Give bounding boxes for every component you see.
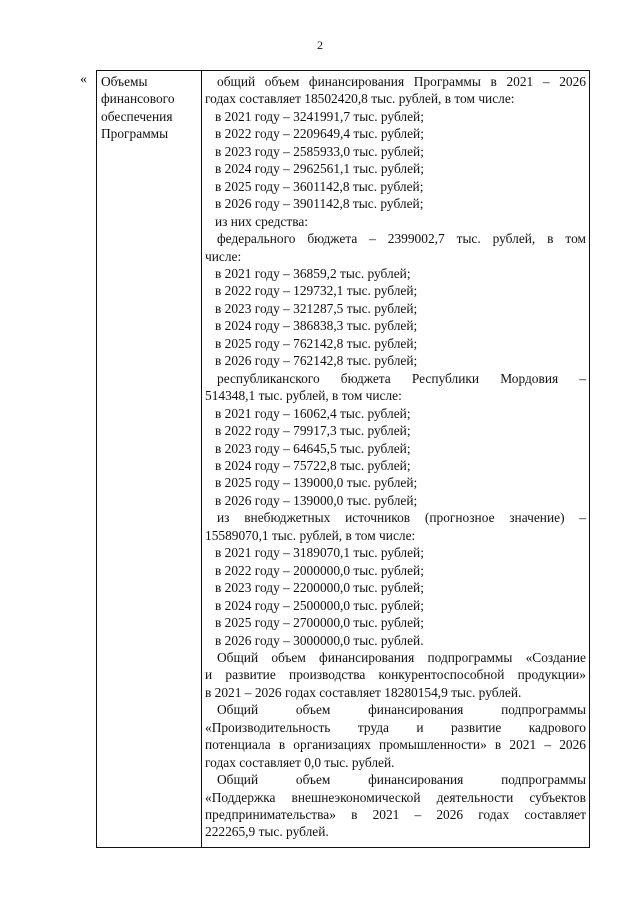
- funding-text-line: в 2021 году – 36859,2 тыс. рублей;: [215, 265, 411, 281]
- funding-text-line: предпринимательства» в 2021 – 2026 годах составляет: [205, 807, 586, 823]
- funding-text-line: в 2021 году – 16062,4 тыс. рублей;: [215, 405, 411, 421]
- funding-text-line: федерального бюджета – 2399002,7 тыс. рублей, в том: [217, 231, 586, 247]
- funding-text-line: в 2025 году – 2700000,0 тыс. рублей;: [215, 615, 424, 631]
- funding-text-line: в 2025 году – 3601142,8 тыс. рублей;: [215, 178, 424, 194]
- funding-text-line: в 2026 году – 3901142,8 тыс. рублей;: [215, 196, 424, 212]
- funding-text-line: Общий объем финансирования подпрограммы «Создание: [217, 649, 586, 665]
- funding-text-line: числе:: [205, 248, 242, 264]
- funding-text-line: в 2022 году – 2000000,0 тыс. рублей;: [215, 562, 424, 578]
- funding-text-line: в 2021 году – 3241991,7 тыс. рублей;: [215, 108, 424, 124]
- table-row: [97, 71, 590, 848]
- funding-text-line: в 2024 году – 2962561,1 тыс. рублей;: [215, 161, 424, 177]
- funding-text-line: «Производительность труда и развитие кадрового: [205, 719, 586, 735]
- program-funding-table: [96, 70, 590, 848]
- funding-text-line: республиканского бюджета Республики Мордовия –: [217, 370, 586, 386]
- funding-text-line: потенциала в организациях промышленности» в 2021 – 2026: [205, 737, 586, 753]
- funding-text-line: 514348,1 тыс. рублей, в том числе:: [205, 388, 402, 404]
- funding-text-line: в 2025 году – 762142,8 тыс. рублей;: [215, 335, 418, 351]
- funding-text-line: Общий объем финансирования подпрограммы: [217, 772, 586, 788]
- funding-text-line: из них средства:: [215, 213, 309, 229]
- row-label-line: Программы: [101, 126, 169, 142]
- funding-text-line: в 2025 году – 139000,0 тыс. рублей;: [215, 475, 418, 491]
- funding-text-line: в 2021 году – 3189070,1 тыс. рублей;: [215, 545, 424, 561]
- funding-text-line: в 2023 году – 321287,5 тыс. рублей;: [215, 300, 418, 316]
- funding-text-line: в 2026 году – 762142,8 тыс. рублей;: [215, 353, 418, 369]
- funding-text-line: в 2023 году – 2585933,0 тыс. рублей;: [215, 143, 424, 159]
- row-label-line: финансового: [101, 91, 175, 107]
- funding-text-line: Общий объем финансирования подпрограммы: [217, 702, 586, 718]
- page-number: 2: [317, 38, 323, 52]
- funding-text-line: в 2022 году – 79917,3 тыс. рублей;: [215, 423, 411, 439]
- funding-text-line: в 2024 году – 386838,3 тыс. рублей;: [215, 318, 418, 334]
- funding-text-line: в 2021 – 2026 годах составляет 18280154,9 тыс. рублей.: [205, 684, 522, 700]
- opening-quote-mark: «: [80, 72, 87, 87]
- row-label-cell: [97, 71, 202, 848]
- funding-text-line: в 2023 году – 64645,5 тыс. рублей;: [215, 440, 411, 456]
- funding-text-line: 15589070,1 тыс. рублей, в том числе:: [205, 527, 416, 543]
- funding-text-line: в 2024 году – 2500000,0 тыс. рублей;: [215, 597, 424, 613]
- funding-text-line: 222265,9 тыс. рублей.: [205, 824, 329, 840]
- funding-text-line: в 2023 году – 2200000,0 тыс. рублей;: [215, 580, 424, 596]
- funding-text-line: в 2026 году – 139000,0 тыс. рублей;: [215, 492, 418, 508]
- funding-text-line: в 2026 году – 3000000,0 тыс. рублей.: [215, 632, 424, 648]
- funding-text-line: и развитие производства конкурентоспособной продукции»: [205, 667, 586, 683]
- funding-text-line: «Поддержка внешнеэкономической деятельности субъектов: [205, 789, 586, 805]
- funding-description-cell: [202, 71, 590, 848]
- funding-text-line: годах составляет 18502420,8 тыс. рублей, в том числе:: [205, 91, 515, 107]
- funding-text-line: в 2022 году – 2209649,4 тыс. рублей;: [215, 126, 424, 142]
- funding-text-line: в 2024 году – 75722,8 тыс. рублей;: [215, 457, 411, 473]
- funding-text-line: годах составляет 0,0 тыс. рублей.: [205, 754, 395, 770]
- funding-text-line: в 2022 году – 129732,1 тыс. рублей;: [215, 283, 418, 299]
- funding-text-line: из внебюджетных источников (прогнозное значение) –: [217, 510, 586, 526]
- row-label-line: обеспечения: [101, 108, 173, 124]
- funding-text-line: общий объем финансирования Программы в 2021 – 2026: [217, 74, 586, 89]
- row-label-line: Объемы: [101, 74, 148, 89]
